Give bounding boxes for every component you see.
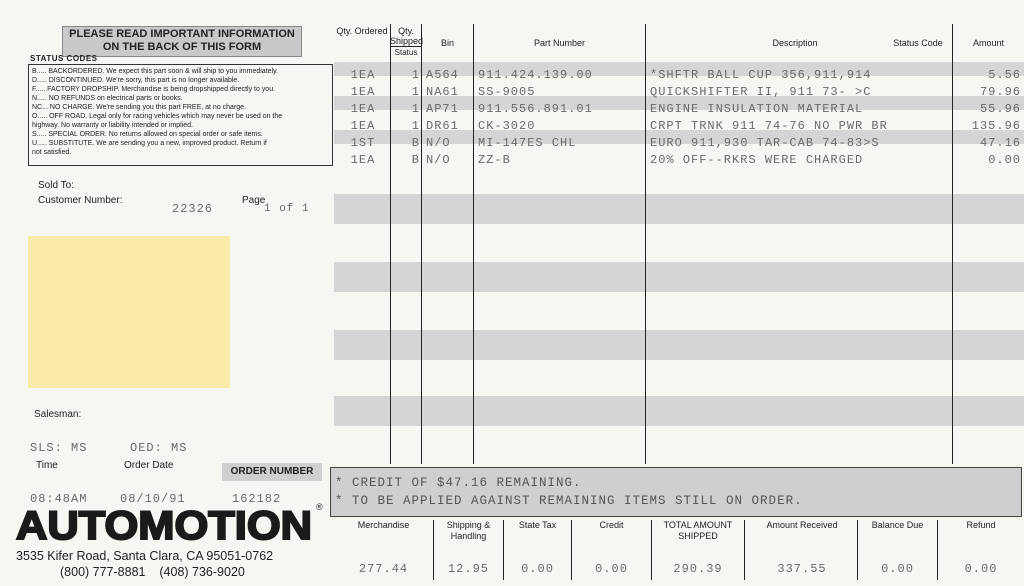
page-label: Page [242, 195, 266, 206]
status-code-item: S..... SPECIAL ORDER. No returns allowed on special order or safe items. [32, 131, 263, 138]
status-code-item: B..... BACKORDERED. We expect this part soon & will ship to you immediately. [32, 68, 278, 75]
row-band [334, 194, 1024, 224]
col-divider [390, 24, 391, 464]
line-item-desc: CRPT TRNK 911 74-76 NO PWR BR [650, 119, 888, 133]
logo-svg [14, 506, 314, 544]
info-line-1: PLEASE READ IMPORTANT INFORMATION [69, 28, 295, 40]
salesman-label: Salesman: [34, 409, 82, 420]
credit-label: Credit [599, 520, 624, 530]
total-shipped-value: 290.39 [673, 562, 723, 576]
header-bin: Bin [440, 38, 454, 48]
shipping-label: Shipping & Handling [446, 520, 491, 541]
line-item-ordered: 1ST [350, 136, 376, 150]
refund-label: Refund [966, 520, 996, 530]
header-amount: Amount [972, 38, 1005, 48]
line-item-ordered: 1EA [350, 85, 376, 99]
status-code-item: NC... NO CHARGE. We're sending you this part FREE, at no charge. [32, 104, 247, 111]
state-tax-label: State Tax [518, 520, 557, 530]
line-item-amount: 55.96 [979, 102, 1021, 116]
line-item-bin: N/O [426, 136, 451, 150]
merchandise-label: Merchandise [357, 520, 410, 530]
line-item-amount: 135.96 [971, 119, 1021, 133]
col-divider [421, 24, 422, 464]
order-date-label: Order Date [124, 460, 174, 471]
header-part-number: Part Number [533, 38, 586, 48]
logo-text: AUTOMOTION [16, 506, 312, 544]
message-line: * TO BE APPLIED AGAINST REMAINING ITEMS STILL ON ORDER. [335, 494, 803, 508]
status-code-item: N..... NO REFUNDS on electrical parts or books. [32, 95, 183, 102]
line-item-part: 911.556.891.01 [478, 102, 593, 116]
header-status: Status [394, 48, 418, 57]
line-item-part: SS-9005 [478, 85, 536, 99]
line-item-amount: 0.00 [988, 153, 1021, 167]
line-item-bin: DR61 [426, 119, 459, 133]
order-number: 162182 [232, 492, 282, 506]
merchandise-value: 277.44 [358, 562, 409, 576]
line-item-shipped: B [411, 153, 420, 167]
registered-mark: ® [316, 502, 323, 512]
status-code-item: highway. No warranty or liability intended or implied. [32, 122, 193, 129]
line-item-shipped: 1 [411, 119, 420, 133]
oed-value: OED: MS [130, 441, 188, 455]
state-tax-value: 0.00 [521, 562, 554, 576]
line-item-part: ZZ-B [478, 153, 511, 167]
col-divider [645, 24, 646, 464]
totals-divider [744, 520, 745, 580]
line-item-ordered: 1EA [350, 68, 376, 82]
header-description: Description [772, 38, 818, 48]
line-item-desc: QUICKSHIFTER II, 911 73- >C [650, 85, 872, 99]
line-item-bin: A564 [426, 68, 459, 82]
order-number-label: ORDER NUMBER [222, 463, 322, 481]
message-box [330, 467, 1022, 517]
status-code-item: not satisfied. [32, 149, 72, 156]
sticky-note [28, 236, 230, 388]
info-line-2: ON THE BACK OF THIS FORM [102, 41, 262, 53]
shipped-status-divider [390, 46, 421, 47]
important-info-box [62, 26, 302, 57]
credit-value: 0.00 [595, 562, 628, 576]
customer-number: 22326 [172, 202, 214, 216]
line-item-shipped: B [411, 136, 420, 150]
line-item-ordered: 1EA [350, 119, 376, 133]
customer-number-label: Customer Number: [38, 195, 123, 206]
col-divider [952, 24, 953, 464]
total-shipped-label: TOTAL AMOUNT SHIPPED [663, 520, 733, 541]
company-address: 3535 Kifer Road, Santa Clara, CA 95051-0762 [16, 549, 274, 563]
line-item-desc: EURO 911,930 TAR-CAB 74-83>S [650, 136, 880, 150]
line-item-amount: 47.16 [979, 136, 1021, 150]
sold-to-label: Sold To: [38, 180, 74, 191]
line-item-part: 911.424.139.00 [478, 68, 593, 82]
line-item-desc: 20% OFF--RKRS WERE CHARGED [650, 153, 864, 167]
order-time: 08:48AM [30, 492, 88, 506]
row-band [334, 396, 1024, 426]
company-address-block [16, 548, 273, 580]
line-item-part: MI-147ES CHL [478, 136, 577, 150]
line-item-amount: 5.56 [988, 68, 1021, 82]
status-code-item: F..... FACTORY DROPSHIP. Merchandise is being dropshipped directly to you. [32, 86, 276, 93]
status-codes-title: STATUS CODES [30, 54, 98, 63]
status-code-item: O..... OFF ROAD. Legal only for racing vehicles which may never be used on the [32, 113, 283, 120]
line-item-bin: NA61 [426, 85, 459, 99]
sls-value: SLS: MS [30, 441, 88, 455]
row-band [334, 330, 1024, 360]
amount-received-label: Amount Received [766, 520, 838, 530]
balance-due-value: 0.00 [881, 562, 914, 576]
line-item-ordered: 1EA [350, 153, 376, 167]
row-band [334, 262, 1024, 292]
line-item-shipped: 1 [411, 102, 420, 116]
header-qty-shipped: Qty. Shipped [390, 26, 424, 46]
header-qty-ordered: Qty. Ordered [336, 26, 388, 36]
line-item-bin: AP71 [426, 102, 459, 116]
line-item-shipped: 1 [411, 85, 420, 99]
time-label: Time [36, 460, 58, 471]
refund-value: 0.00 [964, 562, 998, 576]
line-item-desc: ENGINE INSULATION MATERIAL [650, 102, 864, 116]
line-item-amount: 79.96 [979, 85, 1021, 99]
status-codes-box [28, 64, 333, 166]
company-phones: (800) 777-8881 (408) 736-9020 [60, 565, 245, 579]
line-item-ordered: 1EA [350, 102, 376, 116]
line-item-part: CK-3020 [478, 119, 536, 133]
automotion-logo [14, 506, 314, 544]
order-date: 08/10/91 [120, 492, 186, 506]
line-item-shipped: 1 [411, 68, 420, 82]
amount-received-value: 337.55 [777, 562, 827, 576]
line-item-desc: *SHFTR BALL CUP 356,911,914 [650, 68, 872, 82]
status-code-item: D..... DISCONTINUED. We're sorry, this part is no longer available. [32, 77, 240, 84]
status-code-item: U..... SUBSTITUTE. We are sending you a new, improved product. Return if [32, 140, 267, 147]
message-line: * CREDIT OF $47.16 REMAINING. [335, 476, 582, 490]
shipping-value: 12.95 [447, 562, 489, 576]
balance-due-label: Balance Due [871, 520, 924, 530]
header-status-code: Status Code [893, 38, 943, 48]
page-value: 1 of 1 [264, 203, 310, 215]
line-item-bin: N/O [426, 153, 451, 167]
